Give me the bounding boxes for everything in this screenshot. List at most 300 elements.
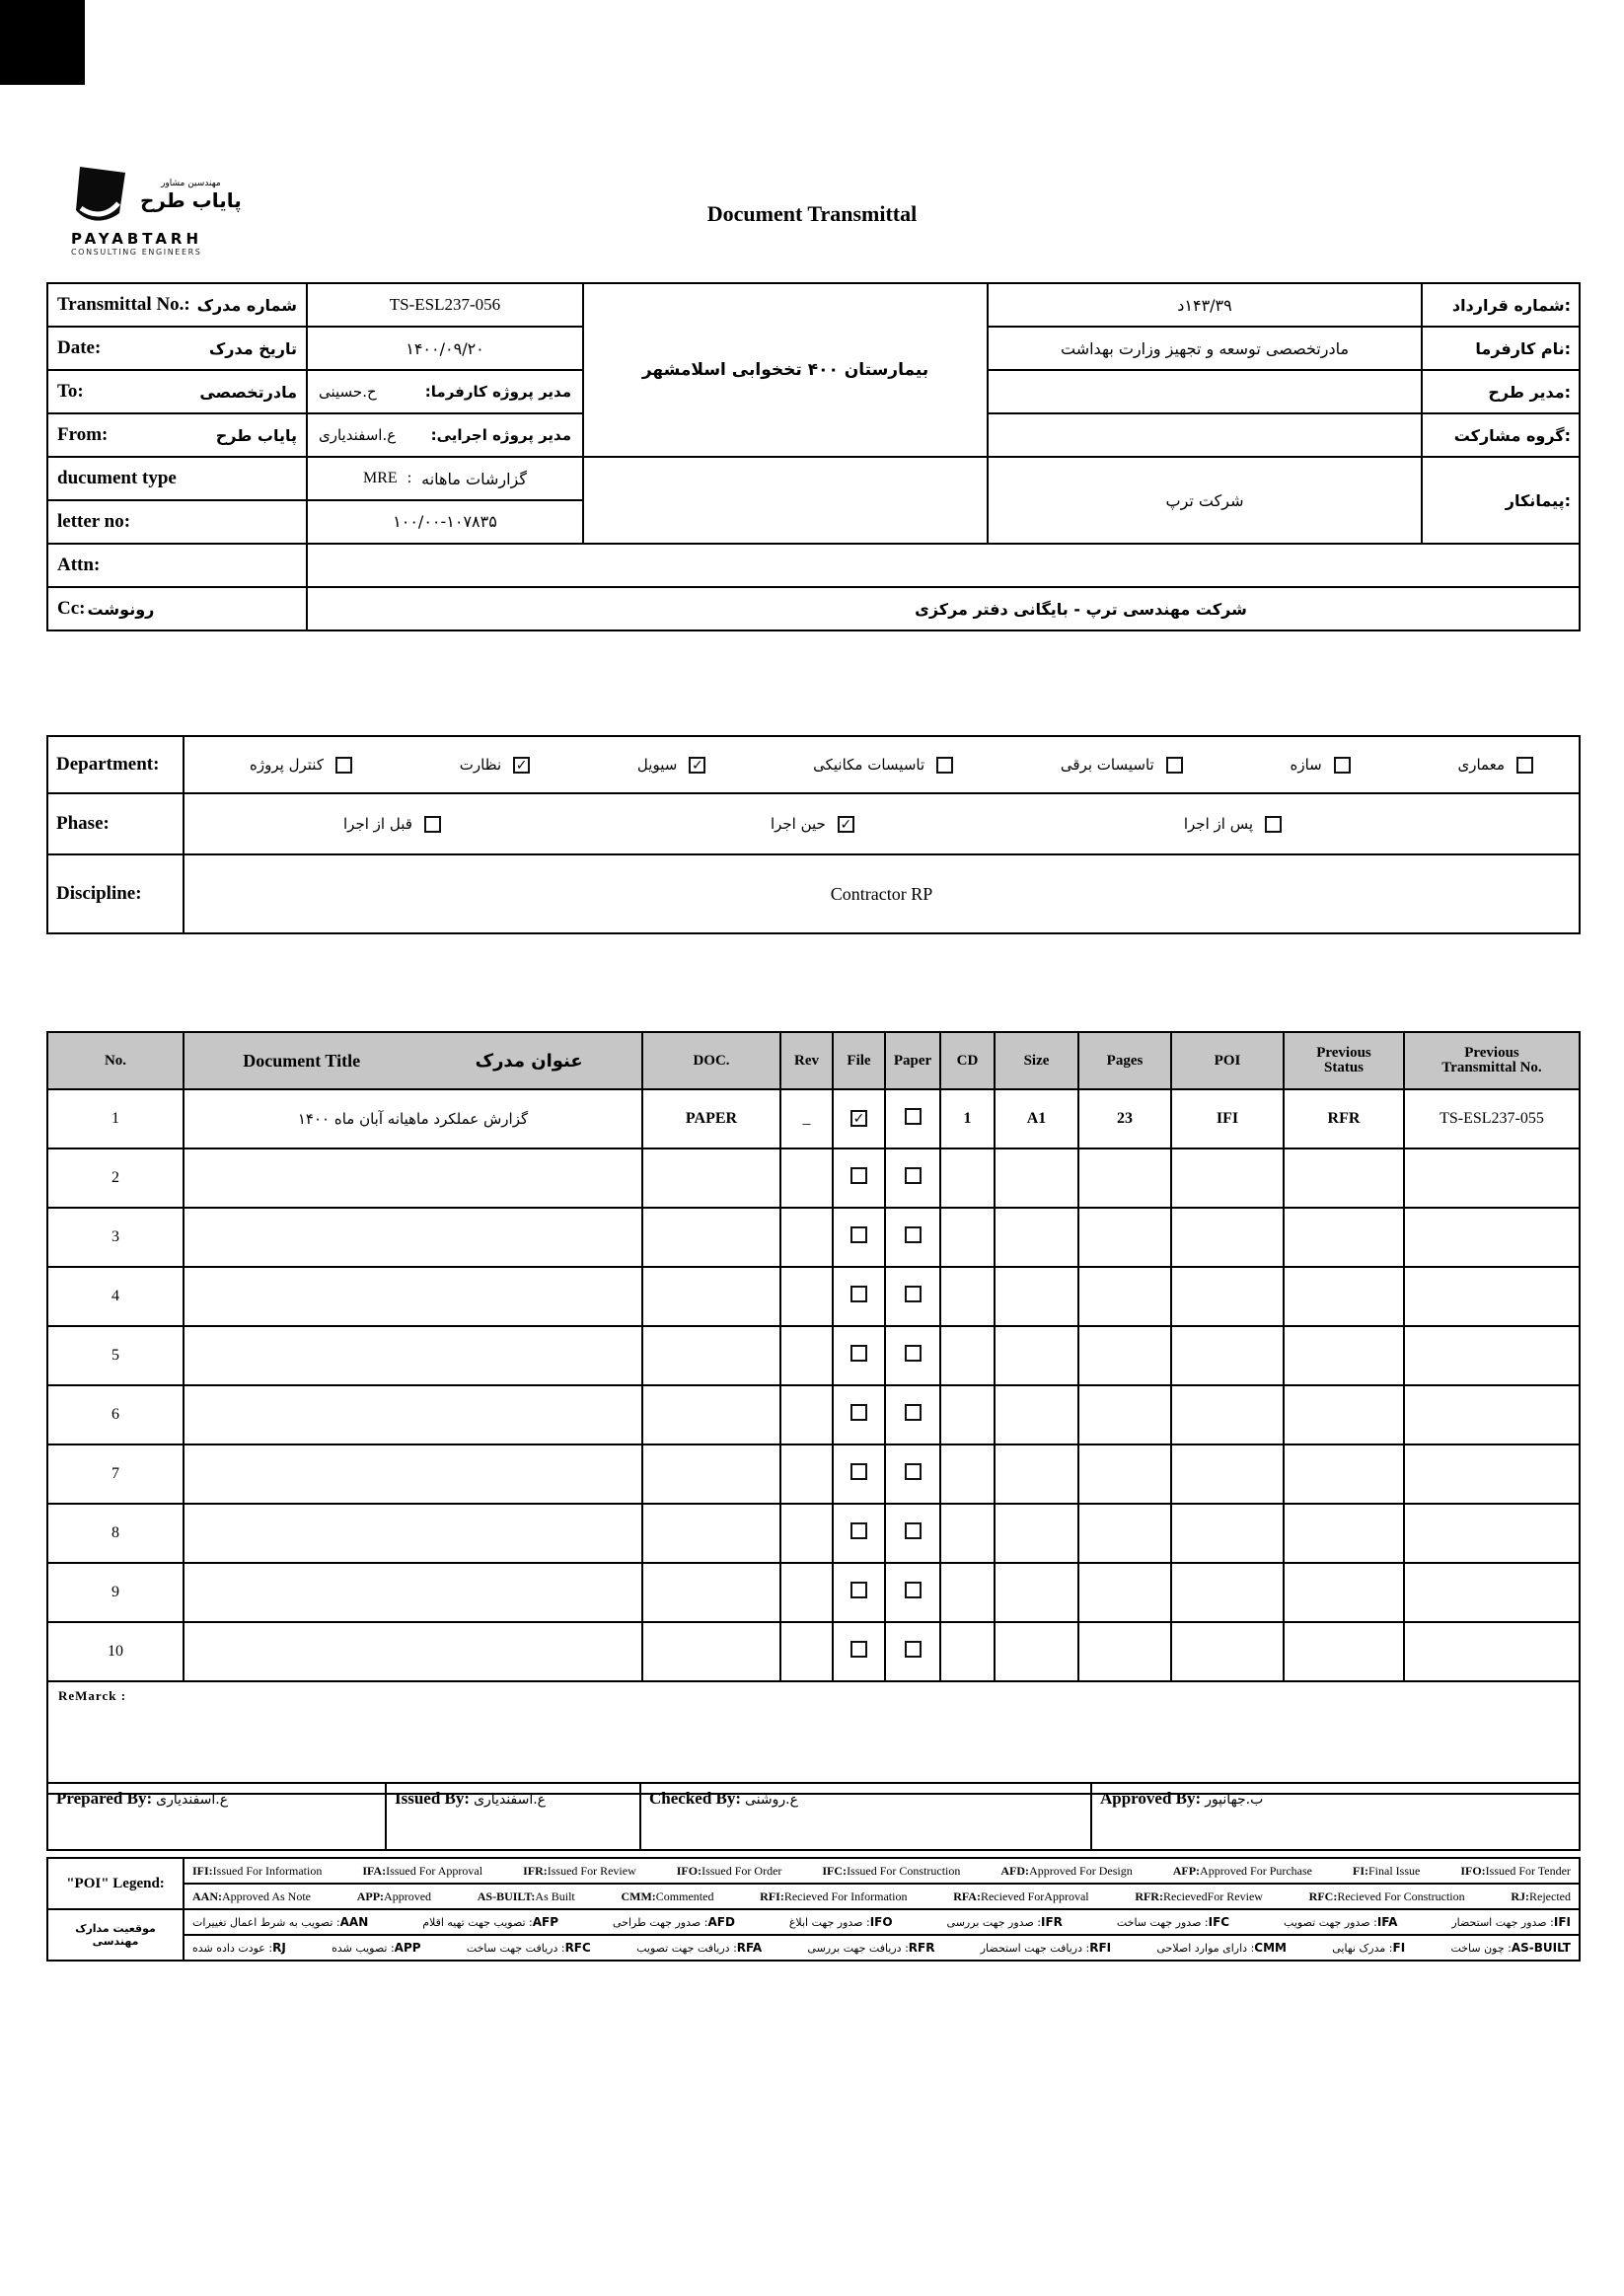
cell-cd bbox=[940, 1326, 995, 1385]
legend-abbr: RFI bbox=[1089, 1941, 1112, 1955]
document-row bbox=[47, 1089, 1580, 1148]
remark-area bbox=[47, 1681, 1580, 1794]
cell-size bbox=[995, 1267, 1078, 1326]
col-header-poi: POI bbox=[1171, 1032, 1284, 1089]
cell-size bbox=[995, 1208, 1078, 1267]
checkbox-checked[interactable]: ✓ bbox=[850, 1110, 867, 1127]
checkbox-unchecked[interactable] bbox=[850, 1226, 867, 1243]
cell-rev bbox=[780, 1444, 833, 1504]
cell-rev bbox=[780, 1208, 833, 1267]
checkbox-unchecked[interactable] bbox=[850, 1345, 867, 1362]
cc-label-en: Cc: bbox=[57, 598, 86, 619]
legend-entry: IFC:Issued For Construction bbox=[822, 1863, 961, 1878]
legend-abbr: RJ bbox=[272, 1941, 286, 1955]
design-manager-value bbox=[988, 370, 1422, 413]
cell-doc: PAPER bbox=[642, 1089, 780, 1148]
cc-label-fa: رونوشت bbox=[87, 599, 155, 619]
document-row bbox=[47, 1444, 1580, 1504]
option-label: سیویل bbox=[636, 756, 678, 774]
cell-rev bbox=[780, 1504, 833, 1563]
legend-abbr: RFA bbox=[736, 1941, 763, 1955]
legend-entry: RJ: عودت داده شده bbox=[192, 1941, 286, 1955]
cell-doc bbox=[642, 1267, 780, 1326]
checkbox-unchecked[interactable] bbox=[936, 757, 953, 774]
legend-row-fa-2 bbox=[47, 1935, 1580, 1961]
cell-poi bbox=[1171, 1563, 1284, 1622]
header-row-document-type bbox=[47, 457, 1580, 500]
signatures-row bbox=[47, 1783, 1580, 1850]
header-row-cc bbox=[47, 587, 1580, 630]
checkbox-checked[interactable]: ✓ bbox=[513, 757, 530, 774]
cell-previous-status bbox=[1284, 1622, 1404, 1681]
letter-no-label: letter no: bbox=[57, 511, 131, 532]
checkbox-unchecked[interactable] bbox=[905, 1463, 922, 1480]
checkbox-unchecked[interactable] bbox=[850, 1582, 867, 1598]
cell-file-cell bbox=[833, 1326, 885, 1385]
transmittal-no-label-cell bbox=[47, 283, 307, 327]
cell-pages: 23 bbox=[1078, 1089, 1171, 1148]
page-title: Document Transmittal bbox=[706, 201, 918, 226]
legend-entry: CMM:Commented bbox=[621, 1889, 714, 1903]
cell-rev bbox=[780, 1385, 833, 1444]
cell-previous-status bbox=[1284, 1504, 1404, 1563]
discipline-label: Discipline: bbox=[47, 854, 184, 933]
cell-document-title bbox=[184, 1148, 642, 1208]
prepared-by-name: ع.اسفندیاری bbox=[156, 1792, 229, 1808]
cell-previous-transmittal bbox=[1404, 1385, 1580, 1444]
remark-label: ReMarck : bbox=[58, 1688, 127, 1703]
documents-table bbox=[46, 1031, 1581, 1795]
cell-doc bbox=[642, 1504, 780, 1563]
legend-abbr: IFI: bbox=[192, 1863, 213, 1878]
col-header-paper: Paper bbox=[885, 1032, 940, 1089]
client-pm-label: مدیر پروژه کارفرما: bbox=[424, 383, 571, 401]
legend-entry: RFA:Recieved ForApproval bbox=[953, 1889, 1089, 1903]
col-header-title bbox=[184, 1032, 642, 1089]
department-option bbox=[637, 756, 705, 774]
checkbox-unchecked[interactable] bbox=[1516, 757, 1533, 774]
checkbox-unchecked[interactable] bbox=[424, 816, 441, 833]
legend-entry: IFA: صدور جهت تصویب bbox=[1284, 1915, 1398, 1929]
date-value: ۱۴۰۰/۰۹/۲۰ bbox=[307, 327, 583, 370]
legend-entry: RFI: دریافت جهت استحضار bbox=[980, 1941, 1112, 1955]
checkbox-unchecked[interactable] bbox=[905, 1404, 922, 1421]
department-option bbox=[460, 756, 530, 774]
legend-abbr: CMM bbox=[1254, 1941, 1287, 1955]
legend-abbr: FI bbox=[1392, 1941, 1406, 1955]
from-label-fa: پایاب طرح bbox=[215, 425, 297, 445]
cell-no: 3 bbox=[47, 1208, 184, 1267]
legend-entry: AS-BUILT: چون ساخت bbox=[1450, 1941, 1571, 1955]
legend-entry: AAN:Approved As Note bbox=[192, 1889, 311, 1903]
cell-paper-cell bbox=[885, 1444, 940, 1504]
legend-entry: CMM: دارای موارد اصلاحی bbox=[1156, 1941, 1287, 1955]
prepared-by-label: Prepared By: bbox=[56, 1789, 153, 1808]
executive-pm-name: ع.اسفندیاری bbox=[319, 426, 397, 444]
legend-entry: RJ:Rejected bbox=[1511, 1889, 1571, 1903]
cell-previous-status bbox=[1284, 1444, 1404, 1504]
cell-poi bbox=[1171, 1622, 1284, 1681]
document-row bbox=[47, 1622, 1580, 1681]
legend-abbr: IFC: bbox=[822, 1863, 848, 1878]
from-label-cell bbox=[47, 413, 307, 457]
legend-entry: IFO:Issued For Tender bbox=[1460, 1863, 1571, 1878]
document-type-code: MRE bbox=[363, 470, 398, 486]
cell-cd bbox=[940, 1622, 995, 1681]
legend-abbr: IFO: bbox=[1460, 1863, 1486, 1878]
phase-option bbox=[343, 815, 441, 833]
cell-paper-cell bbox=[885, 1208, 940, 1267]
attn-label-cell bbox=[47, 544, 307, 587]
legend-abbr: AAN: bbox=[192, 1889, 222, 1903]
legend-row-fa-1 bbox=[47, 1909, 1580, 1935]
checkbox-unchecked[interactable] bbox=[905, 1522, 922, 1539]
prepared-by-cell bbox=[47, 1783, 386, 1850]
cell-rev bbox=[780, 1148, 833, 1208]
header-row-transmittal bbox=[47, 283, 1580, 327]
jv-group-value bbox=[988, 413, 1422, 457]
legend-entry: RFC:Recieved For Construction bbox=[1308, 1889, 1465, 1903]
cell-paper-cell bbox=[885, 1089, 940, 1148]
cell-doc bbox=[642, 1444, 780, 1504]
cell-cd bbox=[940, 1504, 995, 1563]
checked-by-label: Checked By: bbox=[649, 1789, 742, 1808]
phase-options-cell bbox=[184, 793, 1580, 854]
legend-abbr: AAN bbox=[339, 1915, 369, 1929]
legend-abbr: AFD: bbox=[1000, 1863, 1030, 1878]
cell-size bbox=[995, 1504, 1078, 1563]
document-row bbox=[47, 1208, 1580, 1267]
cell-size bbox=[995, 1563, 1078, 1622]
contractor-label: پیمانکار: bbox=[1422, 457, 1580, 544]
cell-pages bbox=[1078, 1622, 1171, 1681]
legend-abbr: AS-BUILT: bbox=[477, 1889, 536, 1903]
cell-previous-transmittal bbox=[1404, 1444, 1580, 1504]
scan-artifact-corner bbox=[0, 0, 85, 85]
cell-pages bbox=[1078, 1563, 1171, 1622]
cell-rev: _ bbox=[780, 1089, 833, 1148]
header-table bbox=[46, 282, 1581, 631]
checkbox-unchecked[interactable] bbox=[850, 1286, 867, 1302]
remark-row bbox=[47, 1681, 1580, 1794]
from-label-en: From: bbox=[57, 424, 109, 445]
to-label-en: To: bbox=[57, 381, 84, 402]
cell-no: 9 bbox=[47, 1563, 184, 1622]
transmittal-no-value: TS-ESL237-056 bbox=[307, 283, 583, 327]
cell-previous-status bbox=[1284, 1148, 1404, 1208]
legend-row-en-1 bbox=[47, 1858, 1580, 1884]
cell-previous-status bbox=[1284, 1208, 1404, 1267]
checkbox-unchecked[interactable] bbox=[905, 1108, 922, 1125]
legend-abbr: IFR bbox=[1040, 1915, 1063, 1929]
department-options-cell bbox=[184, 736, 1580, 793]
cell-size bbox=[995, 1444, 1078, 1504]
contract-no-label: شماره قرارداد: bbox=[1422, 283, 1580, 327]
cell-file-cell bbox=[833, 1208, 885, 1267]
client-pm-name: ح.حسینی bbox=[319, 383, 377, 401]
cell-size bbox=[995, 1326, 1078, 1385]
checkbox-unchecked[interactable] bbox=[850, 1463, 867, 1480]
document-row bbox=[47, 1148, 1580, 1208]
department-option bbox=[250, 756, 352, 774]
checkbox-checked[interactable]: ✓ bbox=[689, 757, 705, 774]
cell-file-cell bbox=[833, 1385, 885, 1444]
legend-entry: AFP: تصویب جهت تهیه اقلام bbox=[422, 1915, 559, 1929]
cell-previous-transmittal bbox=[1404, 1208, 1580, 1267]
cell-cd bbox=[940, 1148, 995, 1208]
logo-subtitle: CONSULTING ENGINEERS bbox=[71, 248, 202, 257]
cell-file-cell bbox=[833, 1444, 885, 1504]
legend-entry: RFI:Recieved For Information bbox=[760, 1889, 908, 1903]
cell-size: A1 bbox=[995, 1089, 1078, 1148]
legend-entry: AFD:Approved For Design bbox=[1000, 1863, 1133, 1878]
col-header-previous-transmittal: Previous Transmittal No. bbox=[1404, 1032, 1580, 1089]
to-label-cell bbox=[47, 370, 307, 413]
phase-option bbox=[1184, 815, 1282, 833]
cell-previous-transmittal bbox=[1404, 1326, 1580, 1385]
date-label-fa: تاریخ مدرک bbox=[208, 338, 297, 358]
legend-entry: IFI:Issued For Information bbox=[192, 1863, 323, 1878]
legend-entry: IFI: صدور جهت استحضار bbox=[1451, 1915, 1571, 1929]
legend-entry: IFR: صدور جهت بررسی bbox=[946, 1915, 1063, 1929]
legend-entry: IFC: صدور جهت ساخت bbox=[1116, 1915, 1230, 1929]
department-row bbox=[47, 736, 1580, 793]
cell-file-cell bbox=[833, 1267, 885, 1326]
option-label: نظارت bbox=[459, 756, 502, 774]
legend-entry: AAN: تصویب به شرط اعمال تغییرات bbox=[192, 1915, 369, 1929]
approved-by-cell bbox=[1091, 1783, 1580, 1850]
legend-entry: IFO:Issued For Order bbox=[676, 1863, 782, 1878]
cell-paper-cell bbox=[885, 1148, 940, 1208]
cc-label-cell bbox=[47, 587, 307, 630]
document-type-label-en: ducument type bbox=[57, 468, 177, 488]
cell-poi bbox=[1171, 1326, 1284, 1385]
executive-pm-label: مدیر پروژه اجرایی: bbox=[430, 426, 571, 444]
cell-rev bbox=[780, 1267, 833, 1326]
department-option bbox=[1061, 756, 1183, 774]
col-header-title-en: Document Title bbox=[243, 1050, 361, 1071]
option-label: تاسیسات برقی bbox=[1060, 756, 1154, 774]
legend-entry: RFR:RecievedFor Review bbox=[1135, 1889, 1263, 1903]
legend-fa-label: موقعیت مدارک مهندسی bbox=[47, 1909, 184, 1961]
cell-paper-cell bbox=[885, 1385, 940, 1444]
legend-abbr: CMM: bbox=[621, 1889, 656, 1903]
document-type-label-cell bbox=[47, 457, 307, 500]
contract-no-value: ۱۴۳/۳۹د bbox=[988, 283, 1422, 327]
cell-poi bbox=[1171, 1444, 1284, 1504]
col-header-doc: DOC. bbox=[642, 1032, 780, 1089]
document-row bbox=[47, 1326, 1580, 1385]
cell-file-cell bbox=[833, 1089, 885, 1148]
cell-doc bbox=[642, 1622, 780, 1681]
legend-entry: AFD: صدور جهت طراحی bbox=[612, 1915, 735, 1929]
legend-entry: APP:Approved bbox=[356, 1889, 432, 1903]
department-label: Department: bbox=[47, 736, 184, 793]
checkbox-unchecked[interactable] bbox=[1265, 816, 1282, 833]
checked-by-name: ع.روشنی bbox=[745, 1792, 798, 1808]
cc-value: شرکت مهندسی ترپ - بایگانی دفتر مرکزی bbox=[307, 587, 1580, 630]
document-row bbox=[47, 1267, 1580, 1326]
client-pm-cell bbox=[307, 370, 583, 413]
cell-document-title bbox=[184, 1208, 642, 1267]
checkbox-unchecked[interactable] bbox=[850, 1641, 867, 1658]
cell-file-cell bbox=[833, 1148, 885, 1208]
document-row bbox=[47, 1563, 1580, 1622]
col-header-rev: Rev bbox=[780, 1032, 833, 1089]
cell-document-title bbox=[184, 1385, 642, 1444]
cell-no: 10 bbox=[47, 1622, 184, 1681]
approved-by-label: Approved By: bbox=[1100, 1789, 1202, 1808]
issued-by-cell bbox=[386, 1783, 640, 1850]
attn-value bbox=[307, 544, 1580, 587]
checkbox-unchecked[interactable] bbox=[905, 1582, 922, 1598]
cell-pages bbox=[1078, 1444, 1171, 1504]
checkbox-unchecked[interactable] bbox=[850, 1167, 867, 1184]
cell-previous-transmittal bbox=[1404, 1622, 1580, 1681]
legend-entry: IFO: صدور جهت ابلاغ bbox=[788, 1915, 893, 1929]
checkbox-unchecked[interactable] bbox=[905, 1345, 922, 1362]
checked-by-cell bbox=[640, 1783, 1091, 1850]
phase-option bbox=[771, 815, 854, 833]
legend-entry: AS-BUILT:As Built bbox=[477, 1889, 575, 1903]
cell-rev bbox=[780, 1326, 833, 1385]
logo-tagline: مهندسین مشاور bbox=[161, 179, 221, 188]
poi-legend-table bbox=[46, 1857, 1581, 1962]
legend-entry: FI: مدرک نهایی bbox=[1332, 1941, 1406, 1955]
option-label: کنترل پروژه bbox=[250, 756, 324, 774]
cell-doc bbox=[642, 1563, 780, 1622]
department-option bbox=[1458, 756, 1534, 774]
client-name-value: مادرتخصصی توسعه و تجهیز وزارت بهداشت bbox=[988, 327, 1422, 370]
cell-cd bbox=[940, 1267, 995, 1326]
department-option bbox=[813, 756, 953, 774]
legend-abbr: APP: bbox=[356, 1889, 385, 1903]
legend-fa-cell-1 bbox=[184, 1909, 1580, 1935]
checkbox-unchecked[interactable] bbox=[850, 1522, 867, 1539]
legend-abbr: IFR: bbox=[523, 1863, 548, 1878]
cell-no: 1 bbox=[47, 1089, 184, 1148]
option-label: حین اجرا bbox=[770, 815, 826, 833]
cell-poi bbox=[1171, 1148, 1284, 1208]
cell-poi bbox=[1171, 1208, 1284, 1267]
contractor-value: شرکت ترپ bbox=[988, 457, 1422, 544]
option-label: تاسیسات مکانیکی bbox=[813, 756, 925, 774]
cell-previous-transmittal: TS-ESL237-055 bbox=[1404, 1089, 1580, 1148]
legend-abbr: IFO: bbox=[676, 1863, 702, 1878]
date-label-cell bbox=[47, 327, 307, 370]
cell-no: 5 bbox=[47, 1326, 184, 1385]
cell-paper-cell bbox=[885, 1563, 940, 1622]
legend-abbr: APP bbox=[394, 1941, 421, 1955]
logo-brand-fa: پایاب طرح bbox=[140, 188, 242, 212]
cell-file-cell bbox=[833, 1563, 885, 1622]
cell-poi: IFI bbox=[1171, 1089, 1284, 1148]
letter-no-value: ۱۰۰/۰۰-۱۰۷۸۳۵ bbox=[393, 512, 497, 531]
cell-previous-transmittal bbox=[1404, 1563, 1580, 1622]
cell-previous-status bbox=[1284, 1326, 1404, 1385]
col-header-pages: Pages bbox=[1078, 1032, 1171, 1089]
legend-entry: IFA:Issued For Approval bbox=[362, 1863, 483, 1878]
document-type-colon: : bbox=[406, 470, 412, 486]
signatures-table bbox=[46, 1782, 1581, 1851]
cell-pages bbox=[1078, 1504, 1171, 1563]
transmittal-no-label-fa: شماره مدرک bbox=[196, 295, 297, 315]
executive-pm-cell bbox=[307, 413, 583, 457]
checkbox-unchecked[interactable] bbox=[1334, 757, 1351, 774]
checkbox-unchecked[interactable] bbox=[1166, 757, 1183, 774]
classification-table bbox=[46, 735, 1581, 934]
checkbox-unchecked[interactable] bbox=[905, 1167, 922, 1184]
cell-pages bbox=[1078, 1326, 1171, 1385]
legend-abbr: IFI bbox=[1553, 1915, 1571, 1929]
department-option bbox=[1290, 756, 1350, 774]
option-label: سازه bbox=[1290, 756, 1322, 774]
checkbox-unchecked[interactable] bbox=[905, 1286, 922, 1302]
checkbox-checked[interactable]: ✓ bbox=[838, 816, 854, 833]
project-title: بیمارستان ۴۰۰ تخخوابی اسلامشهر bbox=[583, 283, 988, 457]
legend-abbr: IFA: bbox=[362, 1863, 387, 1878]
cell-rev bbox=[780, 1622, 833, 1681]
col-header-no: No. bbox=[47, 1032, 184, 1089]
legend-entry: RFA: دریافت جهت تصویب bbox=[636, 1941, 763, 1955]
checkbox-unchecked[interactable] bbox=[335, 757, 352, 774]
legend-abbr: RFA: bbox=[953, 1889, 981, 1903]
cell-cd bbox=[940, 1208, 995, 1267]
cell-rev bbox=[780, 1563, 833, 1622]
legend-entry: RFR: دریافت جهت بررسی bbox=[807, 1941, 935, 1955]
cell-previous-status bbox=[1284, 1267, 1404, 1326]
checkbox-unchecked[interactable] bbox=[850, 1404, 867, 1421]
cell-file-cell bbox=[833, 1504, 885, 1563]
cell-document-title bbox=[184, 1504, 642, 1563]
date-label-en: Date: bbox=[57, 337, 102, 358]
cell-pages bbox=[1078, 1267, 1171, 1326]
option-label: معماری bbox=[1457, 756, 1505, 774]
document-row bbox=[47, 1385, 1580, 1444]
cell-document-title bbox=[184, 1563, 642, 1622]
legend-fa-cell-2 bbox=[184, 1935, 1580, 1961]
legend-entry: APP: تصویب شده bbox=[332, 1941, 421, 1955]
document-row bbox=[47, 1504, 1580, 1563]
legend-abbr: IFC bbox=[1208, 1915, 1230, 1929]
legend-row-en-2 bbox=[47, 1884, 1580, 1909]
cell-paper-cell bbox=[885, 1267, 940, 1326]
cell-poi bbox=[1171, 1504, 1284, 1563]
cell-size bbox=[995, 1622, 1078, 1681]
legend-abbr: RFC bbox=[564, 1941, 591, 1955]
phase-label: Phase: bbox=[47, 793, 184, 854]
col-header-title-fa: عنوان مدرک bbox=[475, 1050, 583, 1072]
checkbox-unchecked[interactable] bbox=[905, 1641, 922, 1658]
cell-cd bbox=[940, 1385, 995, 1444]
checkbox-unchecked[interactable] bbox=[905, 1226, 922, 1243]
cell-previous-status: RFR bbox=[1284, 1089, 1404, 1148]
option-label: پس از اجرا bbox=[1183, 815, 1253, 833]
cell-doc bbox=[642, 1208, 780, 1267]
cell-no: 6 bbox=[47, 1385, 184, 1444]
poi-legend-label: "POI" Legend: bbox=[47, 1858, 184, 1909]
cell-cd: 1 bbox=[940, 1089, 995, 1148]
cell-cd bbox=[940, 1444, 995, 1504]
issued-by-label: Issued By: bbox=[395, 1789, 471, 1808]
col-header-cd: CD bbox=[940, 1032, 995, 1089]
cell-document-title bbox=[184, 1267, 642, 1326]
legend-abbr: AFP bbox=[532, 1915, 559, 1929]
document-type-label-fa: گزارشات ماهانه bbox=[421, 469, 527, 488]
cell-poi bbox=[1171, 1385, 1284, 1444]
legend-entry: FI:Final Issue bbox=[1353, 1863, 1421, 1878]
cell-document-title bbox=[184, 1326, 642, 1385]
